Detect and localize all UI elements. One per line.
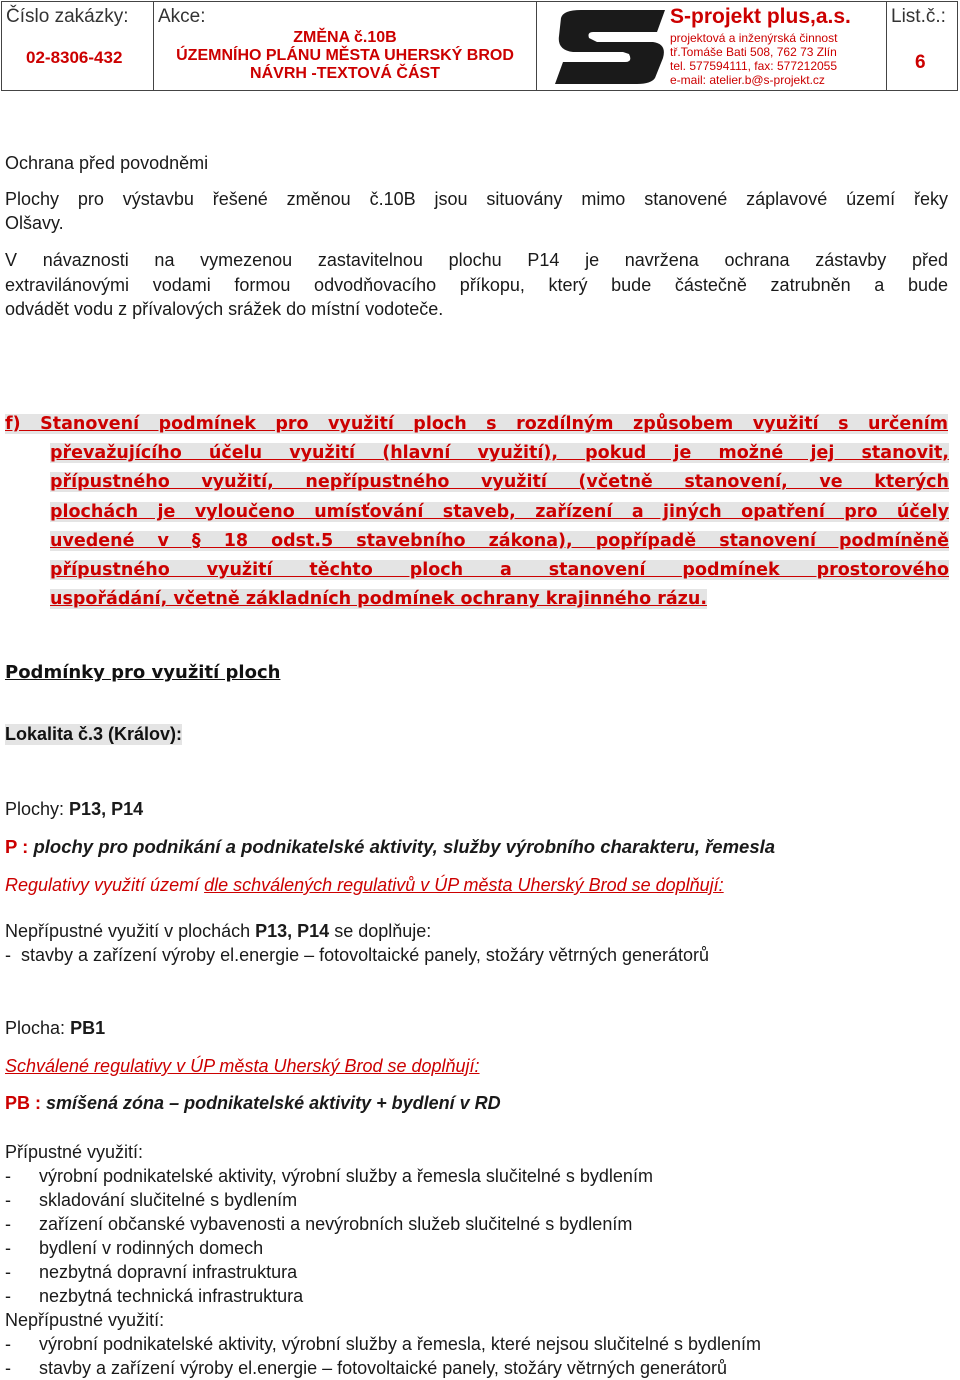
flood-paragraph-2-line-1: V návaznosti na vymezenou zastavitelnou plochu P14 je navržena ochrana zástavby před [5,250,948,270]
sheet-cell [887,2,957,90]
company-line-1: projektová a inženýrská činnost [670,31,838,45]
plots-forbidden-plots: P13, P14 [255,921,330,941]
flood-paragraph-2-line-3: odvádět vodu z přívalových srážek do místní vodoteče. [5,299,444,319]
plots-value: P13, P14 [69,799,144,819]
plot-pb-value: PB1 [70,1018,106,1038]
company-line-3: tel. 577594111, fax: 577212055 [670,59,838,73]
document-header [1,1,958,91]
action-line-2: ÚZEMNÍHO PLÁNU MĚSTA UHERSKÝ BROD [176,47,514,64]
company-cell [537,2,887,90]
regulatives-underlined: dle schválených regulativů v ÚP města Uherský Brod se doplňují: [204,875,724,895]
flood-heading: Ochrana před povodněmi [5,153,209,173]
locality-heading: Lokalita č.3 (Králov): [5,724,183,744]
plots-p-description [5,835,775,859]
section-f-line-1: f) Stanovení podmínek pro využití ploch s rozdílným způsobem využití s určením [5,414,948,434]
forbidden-label: Nepřípustné využití: [5,1310,165,1330]
company-logo-icon [553,8,668,86]
order-number: 02-8306-432 [26,48,123,67]
plots-forbidden-line [5,919,431,943]
section-f-line-2: převažujícího účelu využití (hlavní využití), pokud je možné jej stanovit, [50,443,949,464]
allowed-label: Přípustné využití: [5,1142,144,1162]
section-f-line-7: uspořádání, včetně základních podmínek ochrany krajinného rázu. [50,589,707,610]
plot-description: plochy pro podnikání a podnikatelské aktivity, služby výrobního charakteru, řemesla [33,836,776,857]
plot-pb-desc: smíšená zóna – podnikatelské aktivity + bydlení v RD [46,1093,501,1113]
action-line-3: NÁVRH -TEXTOVÁ ČÁST [250,65,440,82]
allowed-item: - zařízení občanské vybavenosti a nevýrobních služeb slučitelné s bydlením [5,1214,633,1234]
company-line-4: e-mail: atelier.b@s-projekt.cz [670,73,825,87]
allowed-item: - bydlení v rodinných domech [5,1238,264,1258]
order-cell [2,2,154,90]
section-f-line-4: plochách je vyloučeno umísťování staveb, zařízení a jiných opatření pro účely [50,501,949,522]
section-f-line-6: přípustného využití těchto ploch a stanovení podmínek prostorového [50,559,949,580]
sheet-label: List.č.: [891,6,946,27]
action-line-1: ZMĚNA č.10B [293,29,397,46]
plot-pb-description [5,1091,501,1115]
approved-regulatives: Schválené regulativy v ÚP města Uherský Brod se doplňují: [5,1056,480,1076]
company-line-2: tř.Tomáše Bati 508, 762 73 Zlín [670,45,837,59]
flood-paragraph-2-line-2: extravilánovými vodami formou odvodňovacího příkopu, který bude částečně zatrubněn a bude [5,275,948,295]
plot-pb-line [5,1016,105,1040]
order-label: Číslo zakázky: [6,6,129,27]
allowed-item: - výrobní podnikatelské aktivity, výrobní služby a řemesla slučitelné s bydlením [5,1166,653,1186]
regulatives-prefix: Regulativy využití území [5,875,205,895]
section-f-line-5: uvedené v § 18 odst.5 stavebního zákona), popřípadě stanovení podmíněně [50,530,949,551]
allowed-item: - nezbytná dopravní infrastruktura [5,1262,298,1282]
flood-paragraph-1-line-1: Plochy pro výstavbu řešené změnou č.10B jsou situovány mimo stanovené záplavové území řeky [5,189,948,209]
plots-forbidden-label: Nepřípustné využití v plochách [5,921,256,941]
plots-forbidden-suffix: se doplňuje: [329,921,432,941]
section-f-line-3: přípustného využití, nepřípustného využití (včetně stanovení, ve kterých [50,472,949,493]
allowed-item: - skladování slučitelné s bydlením [5,1190,298,1210]
section-f-heading [5,410,949,614]
sheet-number: 6 [915,52,926,73]
plots-label: Plochy: [5,799,65,819]
conditions-heading: Podmínky pro využití ploch [5,662,281,683]
plot-pb-label: Plocha: [5,1018,66,1038]
forbidden-item: - stavby a zařízení výroby el.energie – fotovoltaické panely, stožáry větrných generátorů [5,1358,728,1378]
company-name: S-projekt plus,a.s. [670,5,851,28]
action-label: Akce: [158,6,206,27]
plots-forbidden-item-1: - stavby a zařízení výroby el.energie – fotovoltaické panely, stožáry větrných generátorů [5,945,710,965]
forbidden-item: - výrobní podnikatelské aktivity, výrobní služby a řemesla, které nejsou slučitelné s bydlením [5,1334,762,1354]
plot-code: P : [5,836,29,857]
action-cell [154,2,537,90]
regulatives-line [5,873,724,897]
allowed-item: - nezbytná technická infrastruktura [5,1286,304,1306]
flood-paragraph-1-line-2: Olšavy. [5,213,64,233]
plot-pb-code: PB : [5,1093,41,1113]
plots-p-line [5,797,143,821]
